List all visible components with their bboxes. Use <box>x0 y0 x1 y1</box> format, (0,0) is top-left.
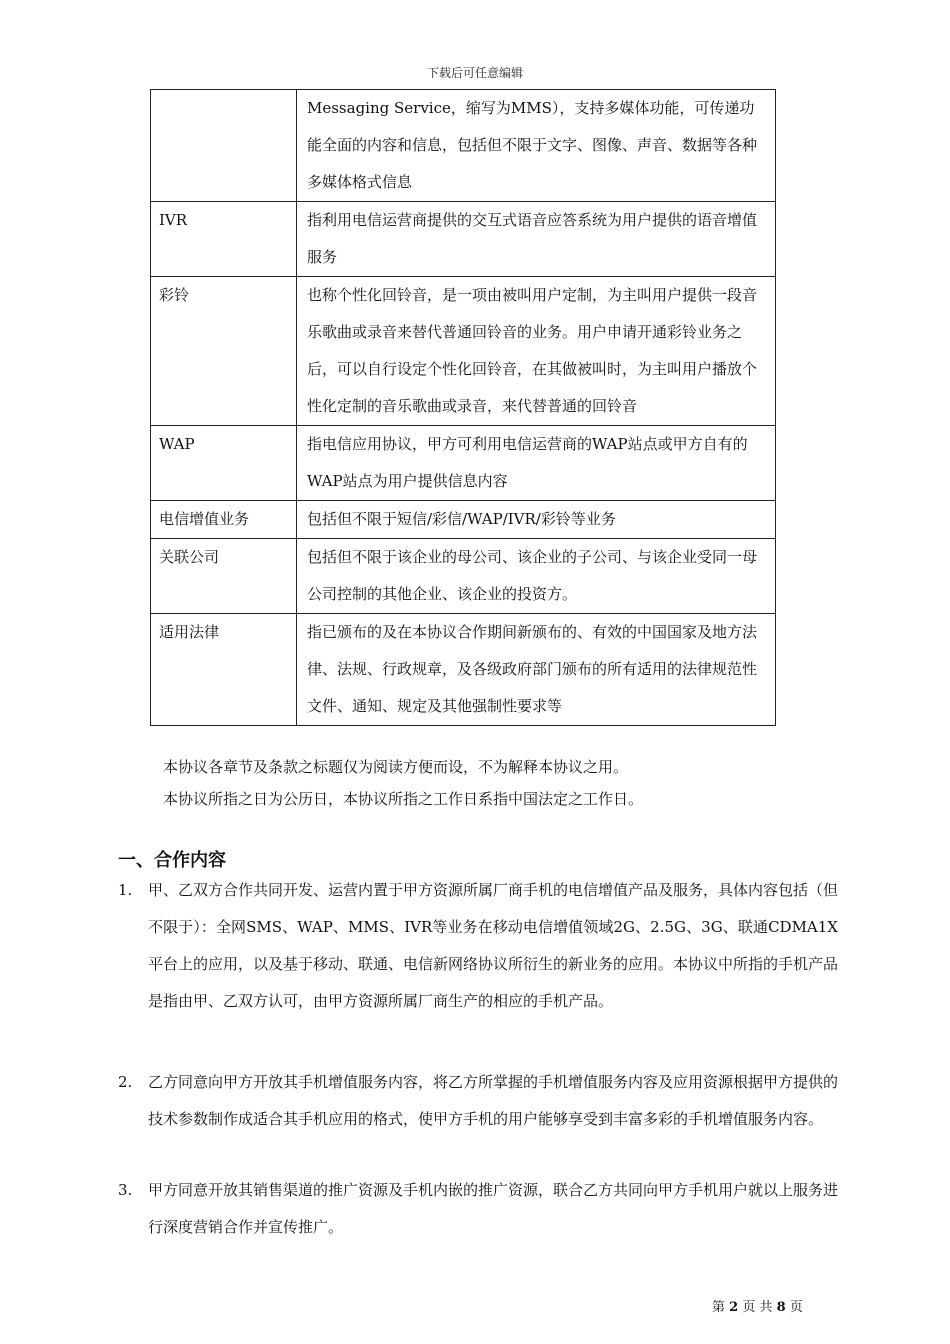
footer-suffix: 页 <box>789 1300 803 1315</box>
footer-middle: 页 共 <box>742 1300 773 1315</box>
list-item <box>118 872 838 1020</box>
list-item <box>118 1064 838 1138</box>
title-note: 本协议各章节及条款之标题仅为阅读方便而设，不为解释本协议之用。 <box>163 758 629 776</box>
definition-desc: Messaging Service，缩写为MMS），支持多媒体功能，可传递功能全面的内容和信息，包括但不限于文字、图像、声音、数据等各种多媒体格式信息 <box>297 90 776 202</box>
definition-term: 电信增值业务 <box>151 501 297 539</box>
table-row <box>151 539 776 614</box>
list-item <box>118 1172 838 1246</box>
definition-term: 关联公司 <box>151 539 297 614</box>
total-page-number: 8 <box>776 1300 786 1315</box>
definition-term <box>151 90 297 202</box>
table-row <box>151 501 776 539</box>
definition-term: 适用法律 <box>151 614 297 726</box>
table-row <box>151 202 776 277</box>
header-note: 下载后可任意编辑 <box>426 66 523 80</box>
list-item-number: 3. <box>118 1181 133 1199</box>
definition-desc: 指利用电信运营商提供的交互式语音应答系统为用户提供的语音增值服务 <box>297 202 776 277</box>
current-page-number: 2 <box>729 1300 739 1315</box>
date-note: 本协议所指之日为公历日，本协议所指之工作日系指中国法定之工作日。 <box>163 790 644 808</box>
list-item-text: 乙方同意向甲方开放其手机增值服务内容，将乙方所掌握的手机增值服务内容及应用资源根据甲方提供的技术参数制作成适合其手机应用的格式，使甲方手机的用户能够享受到丰富多彩的手机增值服务内容。 <box>148 1073 839 1128</box>
table-row <box>151 277 776 426</box>
section-title: 一、合作内容 <box>118 850 226 871</box>
definition-desc: 也称个性化回铃音，是一项由被叫用户定制，为主叫用户提供一段音乐歌曲或录音来替代普通回铃音的业务。用户申请开通彩铃业务之后，可以自行设定个性化回铃音，在其做被叫时，为主叫用户播放个性化定制的音乐歌曲或录音，来代替普通的回铃音 <box>297 277 776 426</box>
table-row <box>151 426 776 501</box>
table-row <box>151 614 776 726</box>
definition-term: 彩铃 <box>151 277 297 426</box>
footer-prefix: 第 <box>712 1300 726 1315</box>
definition-desc: 指电信应用协议，甲方可利用电信运营商的WAP站点或甲方自有的WAP站点为用户提供信息内容 <box>297 426 776 501</box>
definition-term: IVR <box>151 202 297 277</box>
definition-desc: 包括但不限于该企业的母公司、该企业的子公司、与该企业受同一母公司控制的其他企业、该企业的投资方。 <box>297 539 776 614</box>
table-row <box>151 90 776 202</box>
definition-desc: 包括但不限于短信/彩信/WAP/IVR/彩铃等业务 <box>297 501 776 539</box>
list-item-number: 2. <box>118 1073 133 1091</box>
list-item-text: 甲方同意开放其销售渠道的推广资源及手机内嵌的推广资源，联合乙方共同向甲方手机用户就以上服务进行深度营销合作并宣传推广。 <box>148 1181 839 1236</box>
definitions-table <box>150 89 776 726</box>
definition-term: WAP <box>151 426 297 501</box>
definition-desc: 指已颁布的及在本协议合作期间新颁布的、有效的中国国家及地方法律、法规、行政规章，及各级政府部门颁布的所有适用的法律规范性文件、通知、规定及其他强制性要求等 <box>297 614 776 726</box>
list-item-text: 甲、乙双方合作共同开发、运营内置于甲方资源所属厂商手机的电信增值产品及服务，具体内容包括（但不限于）：全网SMS、WAP、MMS、IVR等业务在移动电信增值领域2G、2.5G、3G、联通CDMA1X平台上的应用，以及基于移动、联通、电信新网络协议所衍生的新业务的应用。本协议中所指的手机产品是指由甲、乙双方认可，由甲方资源所属厂商生产的相应的手机产品。 <box>148 881 839 1010</box>
list-item-number: 1. <box>118 881 133 899</box>
page-footer <box>712 1296 803 1315</box>
